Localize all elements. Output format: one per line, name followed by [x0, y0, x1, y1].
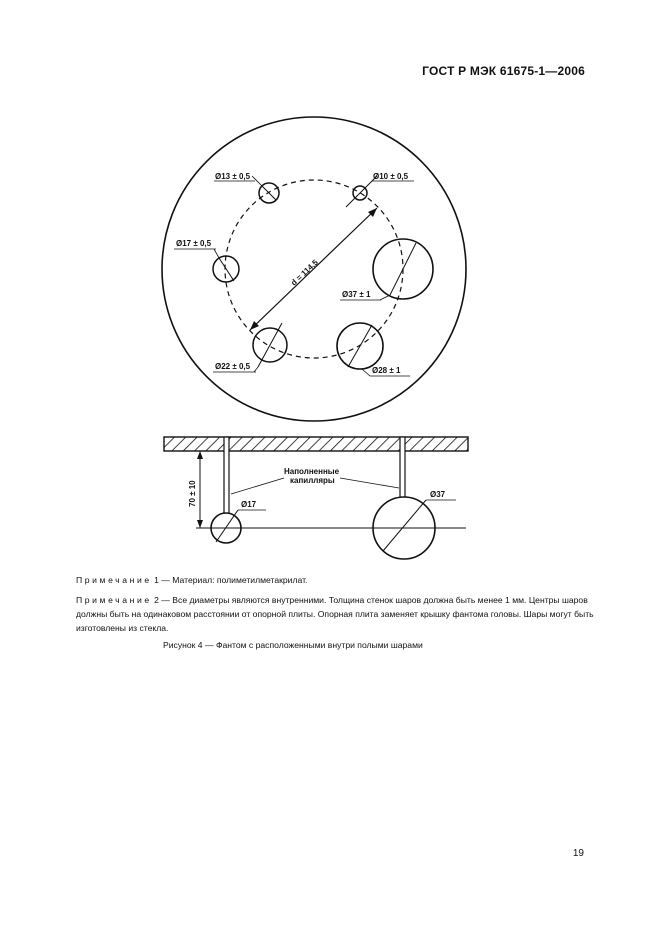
sphere-d37-axis: [390, 243, 416, 295]
figure-caption: Рисунок 4 — Фантом с расположенными внутри полыми шарами: [163, 640, 423, 650]
side-label-d17: Ø17: [241, 500, 257, 509]
note-2: [76, 593, 596, 635]
note-1: [76, 573, 596, 587]
label-d37: Ø37 ± 1: [342, 290, 371, 299]
sphere-d28-axis: [348, 325, 372, 367]
note-1-prefix: Примечание: [76, 575, 152, 585]
label-capillaries-1: Наполненные: [284, 467, 340, 476]
capillary-right: [400, 437, 405, 500]
dim-label-d114: d = 114,5: [289, 257, 320, 288]
label-d13: Ø13 ± 0,5: [215, 172, 251, 181]
label-d17: Ø17 ± 0,5: [176, 239, 212, 248]
document-header: ГОСТ Р МЭК 61675-1—2006: [422, 64, 585, 78]
support-plate: [164, 437, 468, 451]
label-d22: Ø22 ± 0,5: [215, 362, 251, 371]
label-d10: Ø10 ± 0,5: [373, 172, 409, 181]
capillary-leader-left: [231, 478, 284, 494]
height-arrow-bottom: [197, 520, 203, 528]
capillary-leader-right: [340, 478, 399, 488]
sphere-d13-axis: [262, 186, 276, 200]
leader-d17: [214, 249, 219, 258]
leader-d28: [362, 369, 370, 376]
capillary-left: [224, 437, 229, 514]
note-2-text: 2 — Все диаметры являются внутренними. Толщина стенок шаров должна быть менее 1 мм. Центры шаров должны быть на одинаковом расстоянии от опорной плиты. Опорная плита заменяет крышку фантома головы. Шары могут быть изготовлены из стекла.: [76, 595, 594, 633]
label-d28: Ø28 ± 1: [372, 366, 401, 375]
label-capillaries-2: капилляры: [290, 476, 335, 485]
leader-d22: [254, 367, 258, 372]
sphere-d17-axis: [219, 258, 234, 281]
note-2-prefix: Примечание: [76, 595, 152, 605]
side-label-d37: Ø37: [430, 490, 446, 499]
label-height: 70 ± 10: [188, 480, 197, 507]
height-arrow-top: [197, 451, 203, 459]
page-number: 19: [572, 848, 584, 859]
leader-d37: [380, 295, 390, 300]
note-1-text: 1 — Материал: полиметилметакрилат.: [151, 575, 308, 585]
